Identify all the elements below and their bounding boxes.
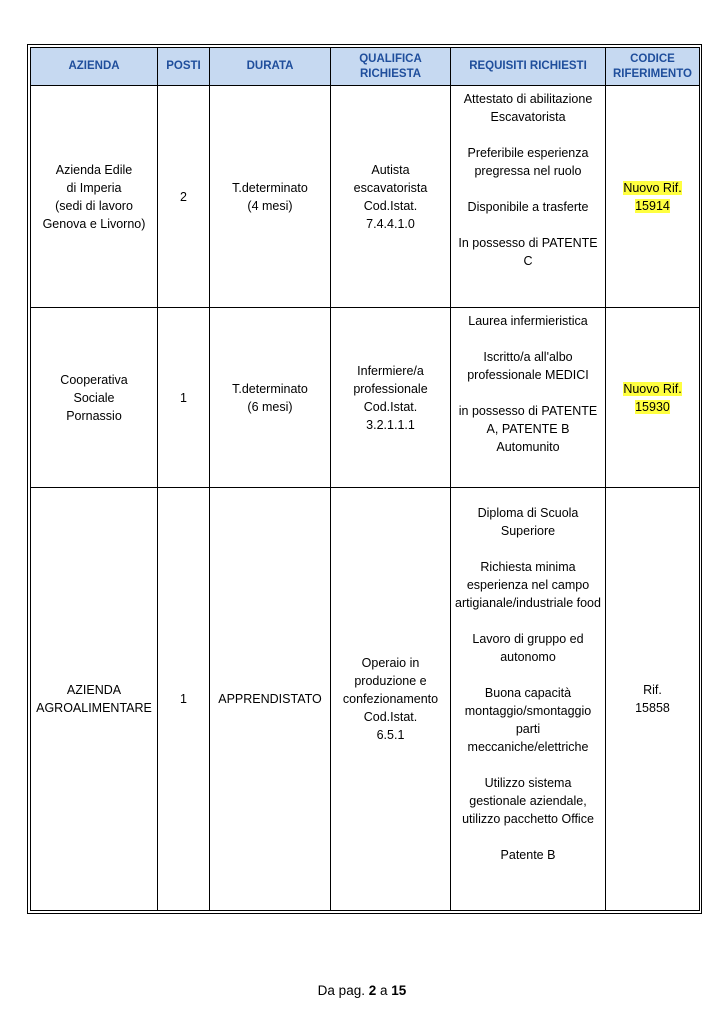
line: AZIENDA <box>66 683 122 697</box>
cell-posti: 1 <box>158 308 210 488</box>
line: (6 mesi) <box>247 399 293 414</box>
requirement-item: Disponibile a trasferte <box>467 200 589 214</box>
line: (4 mesi) <box>247 198 293 213</box>
highlighted-code-number: 15930 <box>635 399 670 414</box>
line: T.determinato <box>232 180 308 195</box>
line: Genova e Livorno) <box>42 216 146 231</box>
cell-qualifica <box>331 86 451 308</box>
line: Operaio in <box>361 656 420 670</box>
line: professionale <box>353 381 428 396</box>
line: Azienda Edile <box>55 162 133 177</box>
line: Sociale <box>73 390 115 405</box>
requirement-item: Patente B <box>500 848 556 862</box>
table-row <box>31 86 700 308</box>
cell-azienda <box>31 488 158 911</box>
code-number: 15858 <box>635 701 670 715</box>
line: AGROALIMENTARE <box>36 701 152 715</box>
cell-qualifica <box>331 488 451 911</box>
line: escavatorista <box>353 180 428 195</box>
requirement-item: Laurea infermieristica <box>468 314 588 328</box>
requirement-item: Attestato di abilitazione Escavatorista <box>463 92 593 124</box>
line: 3.2.1.1.1 <box>366 417 415 432</box>
table-header-row <box>31 48 700 86</box>
cell-requisiti <box>451 86 606 308</box>
cell-requisiti <box>451 308 606 488</box>
line: APPRENDISTATO <box>218 692 322 706</box>
header-requisiti: REQUISITI RICHIESTI <box>451 48 606 86</box>
line: (sedi di lavoro <box>55 198 133 213</box>
highlighted-code-label: Nuovo Rif. <box>623 381 682 396</box>
line: Pornassio <box>66 408 122 423</box>
cell-posti: 1 <box>158 488 210 911</box>
cell-azienda <box>31 308 158 488</box>
header-durata: DURATA <box>210 48 331 86</box>
line: confezionamento <box>342 692 439 706</box>
cell-codice <box>606 86 700 308</box>
line: Autista <box>371 162 410 177</box>
line: Cooperativa <box>60 372 128 387</box>
requirement-item: In possesso di PATENTE C <box>458 236 598 268</box>
footer-total-pages: 15 <box>391 983 407 998</box>
line: Cod.Istat. <box>363 399 418 414</box>
highlighted-code-number: 15914 <box>635 198 670 213</box>
table-row <box>31 488 700 911</box>
header-azienda: AZIENDA <box>31 48 158 86</box>
cell-codice <box>606 308 700 488</box>
line: 7.4.4.1.0 <box>366 216 415 231</box>
job-listing-table-frame <box>27 44 702 914</box>
line: T.determinato <box>232 381 308 396</box>
footer-current-page: 2 <box>368 983 377 998</box>
cell-durata <box>210 308 331 488</box>
cell-durata <box>210 86 331 308</box>
header-posti: POSTI <box>158 48 210 86</box>
requirement-item: Preferibile esperienza pregressa nel ruolo <box>467 146 589 178</box>
requirement-item: Lavoro di gruppo ed autonomo <box>472 632 584 664</box>
code-label: Rif. <box>643 683 662 697</box>
cell-durata <box>210 488 331 911</box>
requirement-item: Iscritto/a all'albo professionale MEDICI <box>467 350 589 382</box>
line: produzione e <box>354 674 427 688</box>
highlighted-code-label: Nuovo Rif. <box>623 180 682 195</box>
table-row <box>31 308 700 488</box>
cell-qualifica <box>331 308 451 488</box>
requirement-item: in possesso di PATENTE A, PATENTE B Automunito <box>458 404 598 454</box>
footer-separator: a <box>380 983 388 998</box>
line: di Imperia <box>66 180 122 195</box>
page-footer <box>0 983 724 998</box>
requirement-item: Diploma di Scuola Superiore <box>477 506 579 538</box>
job-listing-table <box>30 47 700 911</box>
requirement-item: Richiesta minima esperienza nel campo artigianale/industriale food <box>455 560 601 610</box>
line: Infermiere/a <box>357 363 424 378</box>
cell-posti: 2 <box>158 86 210 308</box>
requirement-item: Buona capacità montaggio/smontaggio parti meccaniche/elettriche <box>464 686 592 754</box>
cell-codice <box>606 488 700 911</box>
line: Cod.Istat. <box>363 198 418 213</box>
header-codice: CODICE RIFERIMENTO <box>606 48 700 86</box>
cell-azienda <box>31 86 158 308</box>
requirement-item: Utilizzo sistema gestionale aziendale, utilizzo pacchetto Office <box>462 776 594 826</box>
header-qualifica: QUALIFICA RICHIESTA <box>331 48 451 86</box>
footer-prefix: Da pag. <box>317 983 365 998</box>
line: Cod.Istat. <box>363 710 418 724</box>
cell-requisiti <box>451 488 606 911</box>
line: 6.5.1 <box>376 728 405 742</box>
